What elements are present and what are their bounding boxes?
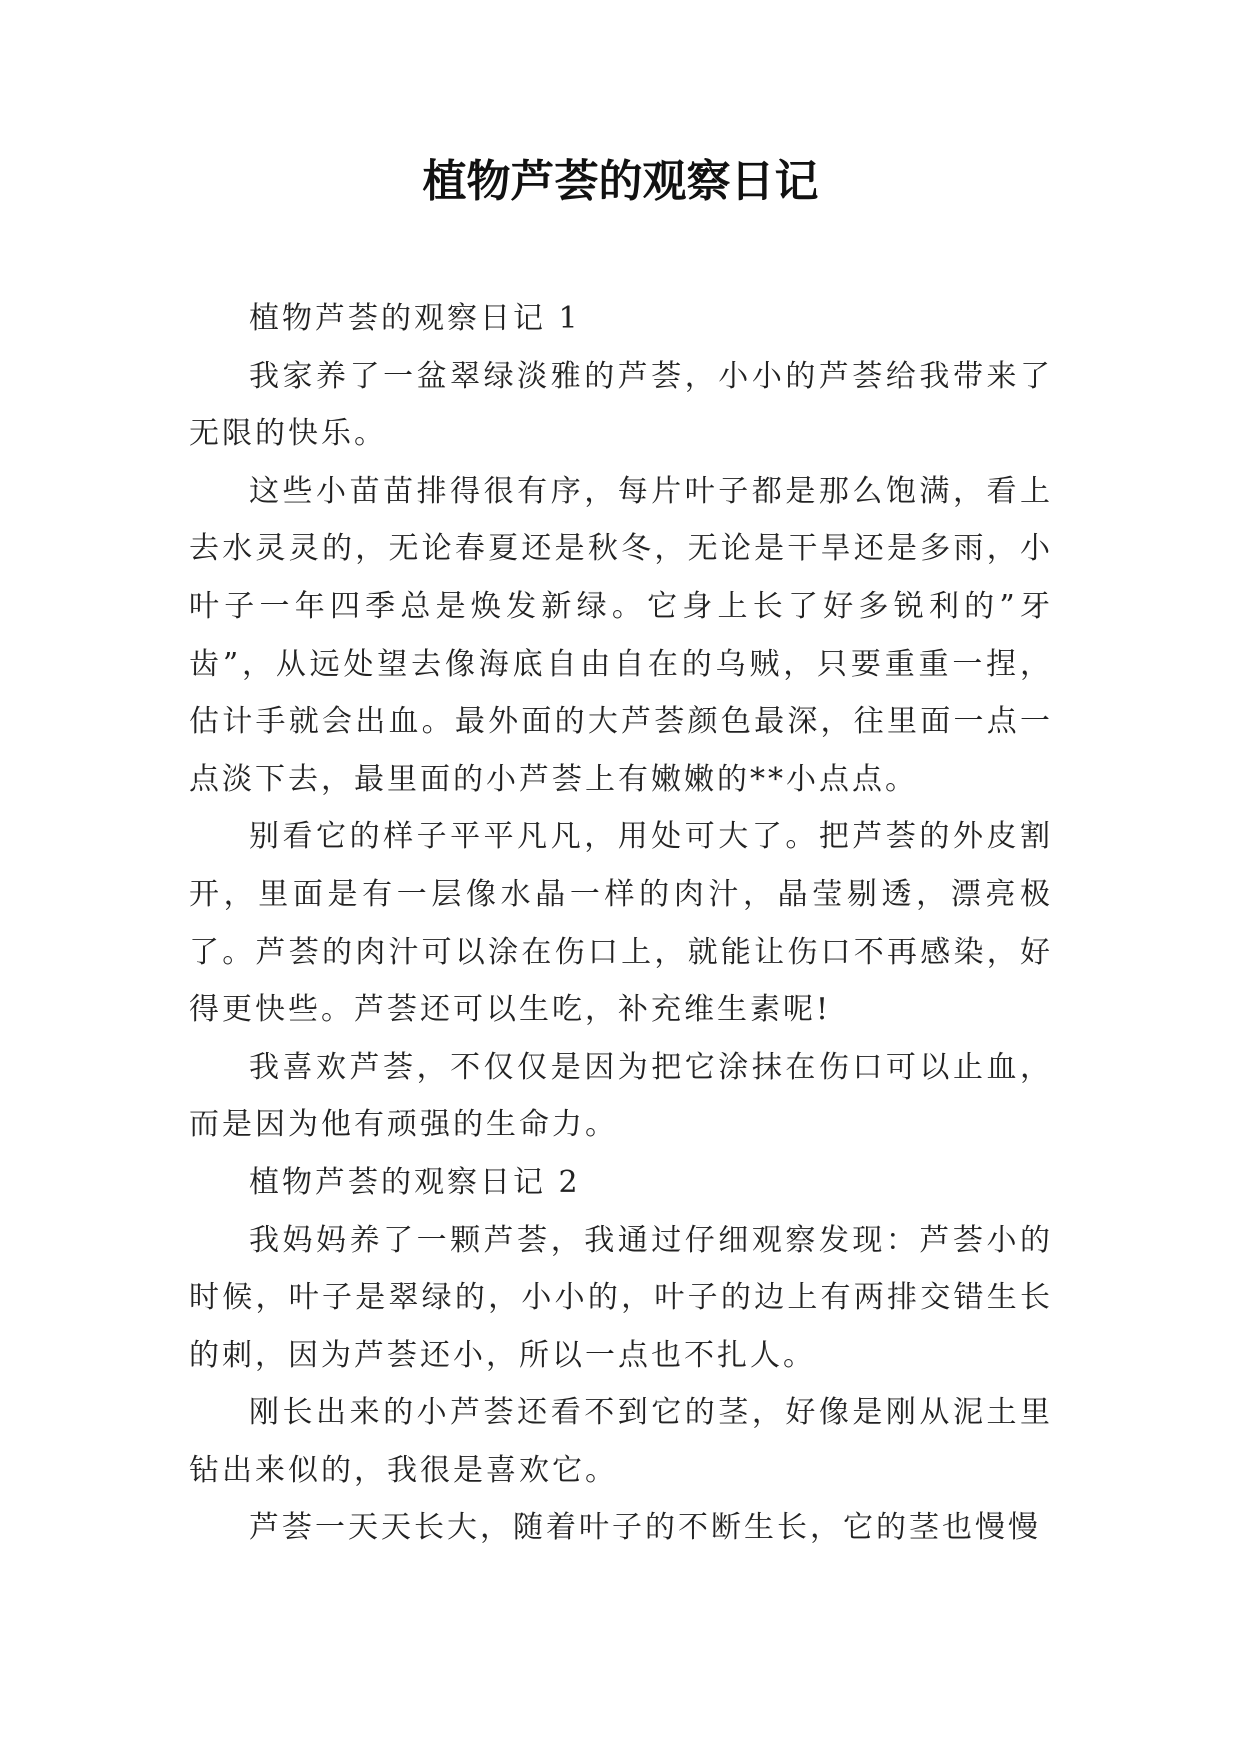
document-body bbox=[189, 290, 1053, 1557]
paragraph: 芦荟一天天长大，随着叶子的不断生长，它的茎也慢慢 bbox=[249, 1510, 1041, 1546]
paragraph: 这些小苗苗排得很有序，每片叶子都是那么饱满，看上去水灵灵的，无论春夏还是秋冬，无论是干旱还是多雨，小叶子一年四季总是焕发新绿。它身上长了好多锐利的”牙齿”，从远处望去像海底自由自在的乌贼，只要重重一捏，估计手就会出血。最外面的大芦荟颜色最深，往里面一点一点淡下去，最里面的小芦荟上有嫩嫩的**小点点。 bbox=[189, 473, 1053, 797]
document-title: 植物芦荟的观察日记 bbox=[422, 156, 819, 207]
paragraph: 我妈妈养了一颗芦荟，我通过仔细观察发现：芦荟小的时候，叶子是翠绿的，小小的，叶子的边上有两排交错生长的刺，因为芦荟还小，所以一点也不扎人。 bbox=[189, 1222, 1053, 1373]
section-heading-1: 植物芦荟的观察日记 1 bbox=[249, 301, 581, 336]
paragraph: 我家养了一盆翠绿淡雅的芦荟，小小的芦荟给我带来了无限的快乐。 bbox=[189, 358, 1053, 452]
paragraph: 我喜欢芦荟，不仅仅是因为把它涂抹在伤口可以止血，而是因为他有顽强的生命力。 bbox=[189, 1049, 1053, 1143]
paragraph: 别看它的样子平平凡凡，用处可大了。把芦荟的外皮割开，里面是有一层像水晶一样的肉汁，晶莹剔透，漂亮极了。芦荟的肉汁可以涂在伤口上，就能让伤口不再感染，好得更快些。芦荟还可以生吃，补充维生素呢! bbox=[189, 819, 1053, 1028]
paragraph: 刚长出来的小芦荟还看不到它的茎，好像是刚从泥土里钻出来似的，我很是喜欢它。 bbox=[189, 1395, 1053, 1488]
section-heading-2: 植物芦荟的观察日记 2 bbox=[249, 1164, 581, 1200]
